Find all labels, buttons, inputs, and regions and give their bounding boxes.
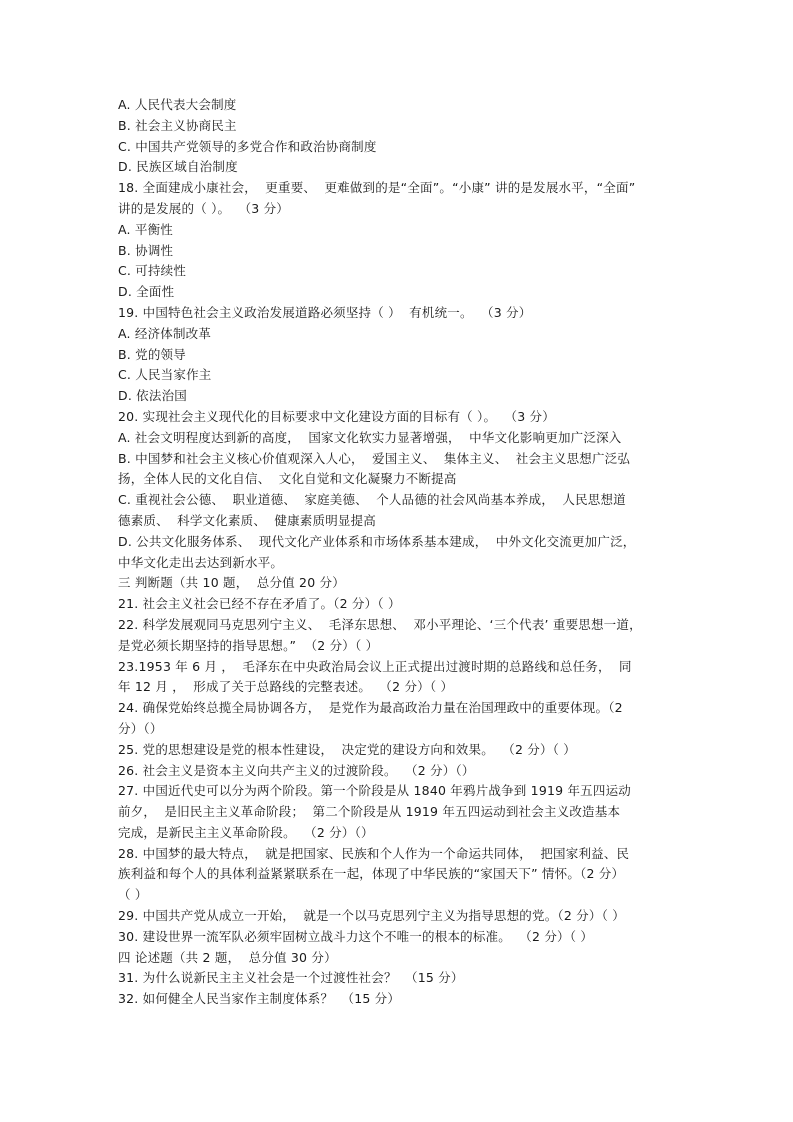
- option-18a: A. 平衡性: [118, 221, 173, 237]
- question-18-cont: 讲的是发展的（ ）。 （3 分）: [118, 200, 289, 216]
- question-28: 28. 中国梦的最大特点， 就是把国家、民族和个人作为一个命运共同体， 把国家利益、民: [118, 845, 630, 861]
- question-27-cont2: 完成，是新民主主义革命阶段。 （2 分）（）: [118, 824, 374, 840]
- question-22: 22. 科学发展观同马克思列宁主义、 毛泽东思想、 邓小平理论、‘三个代表’ 重要思想一道，: [118, 616, 642, 632]
- option-19c: C. 人民当家作主: [118, 367, 212, 383]
- option-20a: A. 社会文明程度达到新的高度， 国家文化软实力显著增强， 中华文化影响更加广泛深入: [118, 429, 622, 445]
- option-17d: D. 民族区域自治制度: [118, 159, 238, 175]
- question-25: 25. 党的思想建设是党的根本性建设， 决定党的建设方向和效果。 （2 分）（ ）: [118, 741, 576, 757]
- question-30: 30. 建设世界一流军队必须牢固树立战斗力这个不唯一的根本的标准。 （2 分）（ ）: [118, 928, 594, 944]
- document-page: [118, 95, 678, 1010]
- question-27-cont: 前夕， 是旧民主主义革命阶段； 第二个阶段是从 1919 年五四运动到社会主义改造基本: [118, 804, 621, 820]
- option-17c: C. 中国共产党领导的多党合作和政治协商制度: [118, 138, 377, 154]
- option-19d: D. 依法治国: [118, 388, 187, 404]
- question-32: 32. 如何健全人民当家作主制度体系？ （15 分）: [118, 991, 401, 1007]
- question-21: 21. 社会主义社会已经不存在矛盾了。（2 分）（ ）: [118, 596, 401, 612]
- question-27: 27. 中国近代史可以分为两个阶段。第一个阶段是从 1840 年鸦片战争到 1919 年五四运动: [118, 783, 631, 799]
- option-19b: B. 党的领导: [118, 346, 186, 362]
- option-20c-cont: 德素质、 科学文化素质、 健康素质明显提高: [118, 512, 376, 528]
- option-18c: C. 可持续性: [118, 263, 187, 279]
- question-26: 26. 社会主义是资本主义向共产主义的过渡阶段。 （2 分）（）: [118, 762, 475, 778]
- section-heading-essay: 四 论述题（共 2 题， 总分值 30 分）: [118, 949, 337, 965]
- section-heading-true-false: 三 判断题（共 10 题， 总分值 20 分）: [118, 575, 345, 591]
- option-17a: A. 人民代表大会制度: [118, 97, 237, 112]
- option-18d: D. 全面性: [118, 284, 175, 300]
- question-18: 18. 全面建成小康社会， 更重要、 更难做到的是“全面”。“小康” 讲的是发展水平，“全面”: [118, 180, 636, 196]
- option-20d: D. 公共文化服务体系、 现代文化产业体系和市场体系基本建成， 中外文化交流更加广泛，: [118, 533, 636, 549]
- question-22-cont: 是党必须长期坚持的指导思想。” （2 分）（ ）: [118, 637, 379, 653]
- question-23: 23.1953 年 6 月 ， 毛泽东在中央政治局会议上正式提出过渡时期的总路线和总任务， 同: [118, 658, 632, 674]
- question-28-cont: 族利益和每个人的具体利益紧紧联系在一起，体现了中华民族的“家国天下” 情怀。（2 分）: [118, 866, 625, 882]
- option-18b: B. 协调性: [118, 242, 174, 258]
- question-23-cont: 年 12 月 ， 形成了关于总路线的完整表述。 （2 分）（ ）: [118, 679, 454, 695]
- option-19a: A. 经济体制改革: [118, 325, 212, 341]
- question-28-cont2: （ ）: [118, 887, 148, 903]
- question-19: 19. 中国特色社会主义政治发展道路必须坚持（ ） 有机统一。 （3 分）: [118, 304, 532, 320]
- question-24-cont: 分）（）: [118, 720, 163, 736]
- option-20d-cont: 中华文化走出去达到新水平。: [118, 554, 284, 570]
- option-17b: B. 社会主义协商民主: [118, 117, 237, 133]
- question-31: 31. 为什么说新民主主义社会是一个过渡性社会？ （15 分）: [118, 970, 464, 986]
- question-29: 29. 中国共产党从成立一开始， 就是一个以马克思列宁主义为指导思想的党。（2 分）（ ）: [118, 908, 625, 924]
- option-20b: B. 中国梦和社会主义核心价值观深入人心， 爱国主义、 集体主义、 社会主义思想广泛弘: [118, 450, 631, 466]
- option-20b-cont: 扬，全体人民的文化自信、 文化自觉和文化凝聚力不断提高: [118, 471, 457, 487]
- question-20: 20. 实现社会主义现代化的目标要求中文化建设方面的目标有（ ）。 （3 分）: [118, 408, 555, 424]
- option-20c: C. 重视社会公德、 职业道德、 家庭美德、 个人品德的社会风尚基本养成， 人民思想道: [118, 492, 626, 508]
- question-24: 24. 确保党始终总揽全局协调各方， 是党作为最高政治力量在治国理政中的重要体现。（2: [118, 700, 623, 716]
